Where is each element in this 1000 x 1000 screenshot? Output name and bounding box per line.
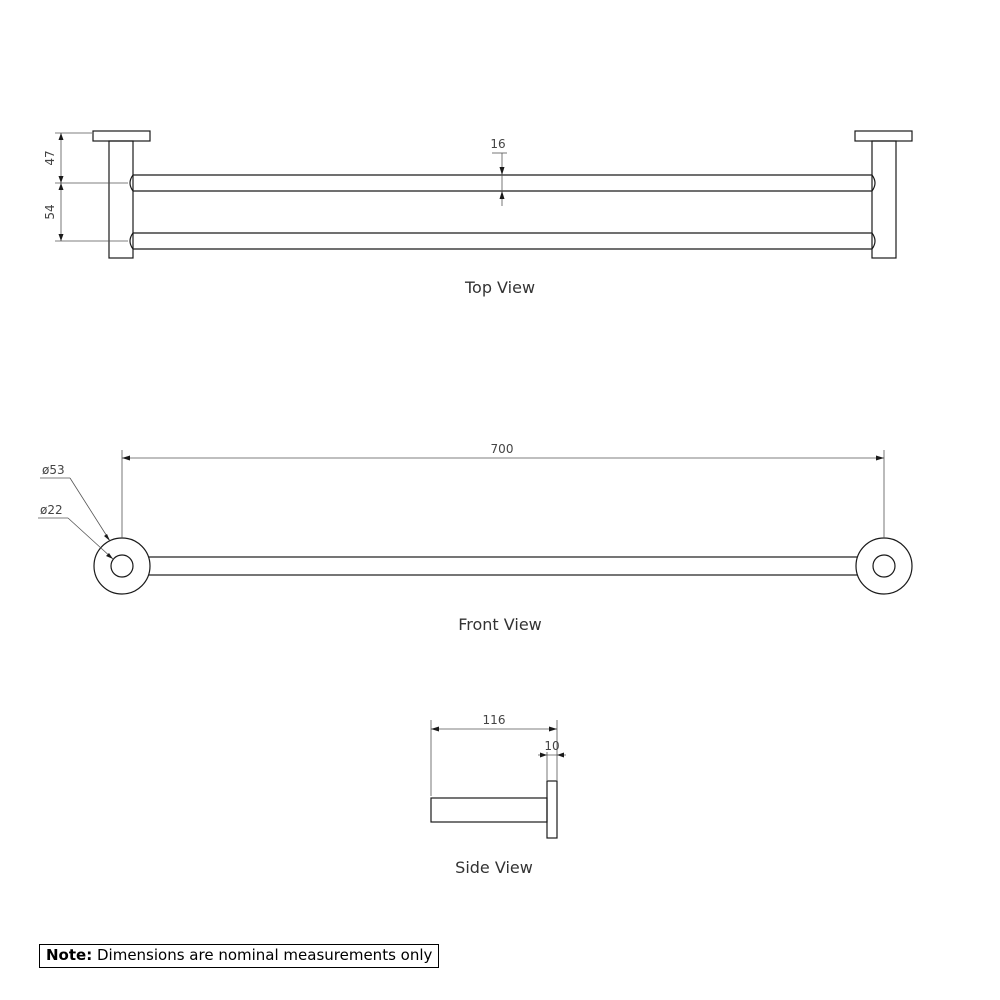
- side-arm: [431, 798, 547, 822]
- dim-10: 10: [544, 739, 560, 753]
- top-back-rail: [130, 233, 875, 249]
- top-right-flange: [855, 131, 912, 141]
- front-left-flange: [94, 538, 150, 594]
- top-front-rail: [130, 175, 875, 191]
- dim-diameter-22: ø22: [40, 503, 63, 517]
- dim-vertical-left: [55, 133, 128, 241]
- dim-rail-thickness: [492, 153, 507, 206]
- top-view: [43, 131, 912, 297]
- front-right-flange: [856, 538, 912, 594]
- dim-16: 16: [490, 137, 506, 151]
- dim-116: 116: [482, 713, 506, 727]
- front-view: [38, 442, 912, 634]
- top-left-flange: [93, 131, 150, 141]
- dim-47: 47: [43, 150, 57, 166]
- dim-diameter-53: ø53: [42, 463, 65, 477]
- dim-54: 54: [43, 204, 57, 220]
- side-view-label: Side View: [455, 858, 533, 877]
- note-text: Dimensions are nominal measurements only: [96, 946, 433, 964]
- dim-flange-thickness: [538, 752, 566, 780]
- top-view-label: Top View: [464, 278, 536, 297]
- front-rail: [122, 557, 884, 575]
- dim-projection: [431, 720, 560, 796]
- side-flange: [547, 781, 557, 838]
- front-view-label: Front View: [458, 615, 542, 634]
- dim-length: [122, 450, 884, 538]
- note-label: Note:: [46, 946, 93, 964]
- disclaimer-note: [39, 944, 439, 968]
- side-view: [431, 713, 566, 877]
- dim-700: 700: [490, 442, 514, 456]
